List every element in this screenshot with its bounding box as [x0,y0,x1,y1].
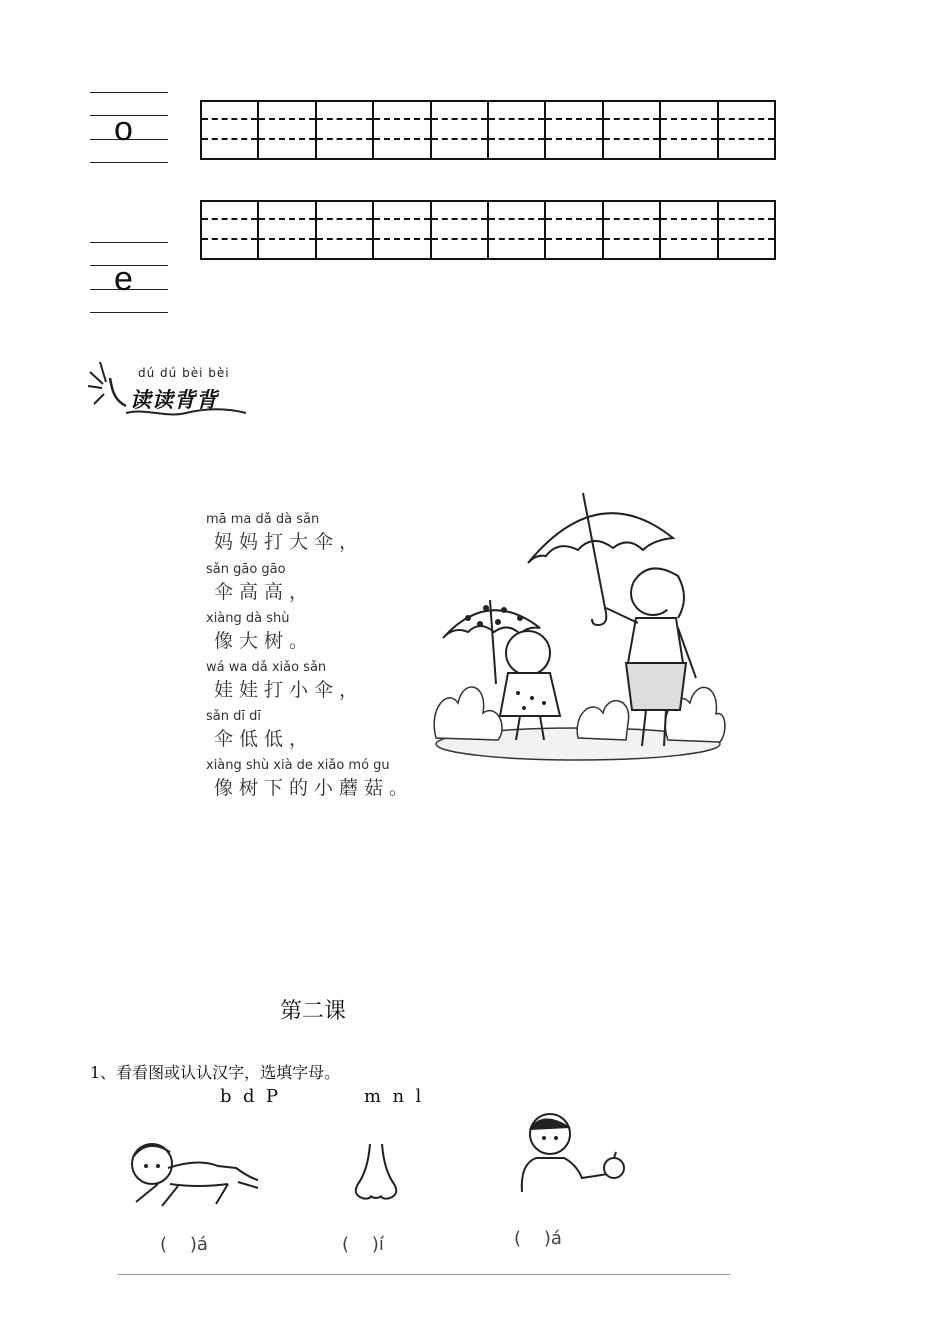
grid-cell[interactable] [544,102,601,158]
poem-hanzi: 娃娃打小伞， [214,679,365,701]
poem-line [206,512,364,554]
grid-cell[interactable] [257,102,314,158]
grid-cell[interactable] [659,102,716,158]
umbrella-illustration [428,488,728,768]
grid-cell[interactable] [315,102,372,158]
answer-blank[interactable]: ( )í [342,1234,384,1255]
read-recite-pinyin: dú dú bèi bèi [138,366,230,380]
grid-cell[interactable] [544,202,601,258]
poem-line [206,758,414,800]
grid-cell[interactable] [202,102,257,158]
poem-pinyin: wá wa dǎ xiǎo sǎn [206,660,327,675]
answer-blank[interactable]: ( )á [514,1228,562,1249]
grid-cell[interactable] [372,102,429,158]
letter-o: o [114,110,133,148]
poem-line [206,611,314,653]
boy-with-fruit-picture [512,1108,632,1194]
grid-cell[interactable] [487,102,544,158]
grid-cell[interactable] [372,202,429,258]
grid-cell[interactable] [717,102,774,158]
crawling-child-picture [118,1138,266,1212]
grid-cell[interactable] [315,202,372,258]
grid-cell[interactable] [602,102,659,158]
guide-lines-o [90,92,168,164]
writing-grid-o[interactable] [200,100,776,160]
letter-e: e [114,260,133,298]
grid-cell[interactable] [602,202,659,258]
grid-cell[interactable] [659,202,716,258]
poem-hanzi: 像树下的小蘑菇。 [214,777,415,799]
answer-blank[interactable]: ( )á [160,1234,208,1255]
sparkle-icon [86,360,126,416]
grid-cell[interactable] [717,202,774,258]
grid-cell[interactable] [487,202,544,258]
poem-pinyin: xiàng shù xià de xiǎo mó gu [206,758,390,773]
poem-pinyin: sǎn gāo gāo [206,562,286,577]
nose-picture [348,1140,404,1206]
grid-cell[interactable] [430,102,487,158]
poem-hanzi: 伞低低， [214,728,315,750]
grid-cell[interactable] [257,202,314,258]
letter-options-1: b d P [220,1086,279,1107]
poem-pinyin: xiàng dà shù [206,611,290,626]
poem-hanzi: 像大树。 [214,630,315,652]
poem-line [206,660,364,702]
poem-pinyin: mā ma dǎ dà sǎn [206,512,320,527]
lesson-title: 第二课 [280,999,347,1024]
poem-pinyin: sǎn dī dī [206,709,261,724]
writing-grid-e[interactable] [200,200,776,260]
letter-options-2: m n l [364,1086,422,1107]
guide-lines-e [90,242,168,314]
bottom-divider [118,1274,730,1275]
read-recite-title: 读读背背 [130,388,218,412]
poem-hanzi: 妈妈打大伞， [214,531,365,553]
grid-cell[interactable] [202,202,257,258]
poem-line [206,562,314,604]
wave-underline [126,408,246,418]
read-recite-header [86,360,256,420]
poem-hanzi: 伞高高， [214,581,315,603]
poem-line [206,709,314,751]
grid-cell[interactable] [430,202,487,258]
lesson-instruction: 1、看看图或认认汉字，选填字母。 [90,1063,341,1082]
